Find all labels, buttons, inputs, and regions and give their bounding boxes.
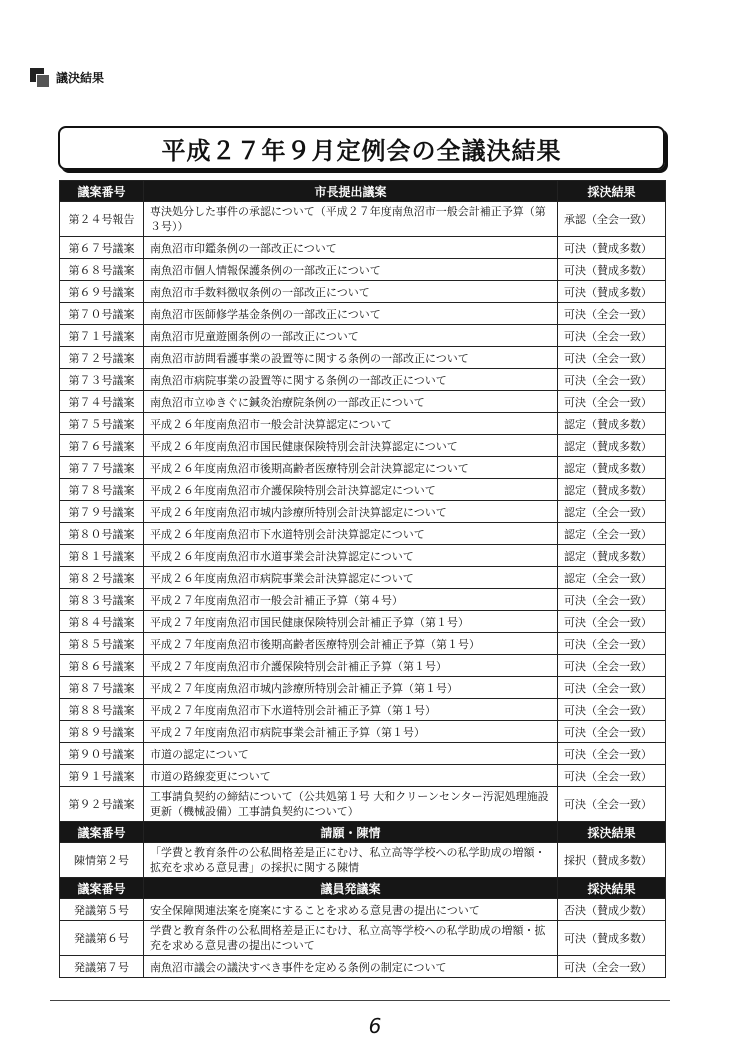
table-row [60,325,666,347]
item-number: 第８７号議案 [60,677,144,699]
table-row [60,611,666,633]
item-number: 第６９号議案 [60,281,144,303]
member-header-row [60,878,666,899]
item-number: 第９１号議案 [60,765,144,787]
item-title: 市道の認定について [144,743,558,765]
footer-rule [50,1000,670,1001]
item-result: 可決（全会一致） [558,743,666,765]
item-result: 可決（全会一致） [558,655,666,677]
table-row [60,721,666,743]
item-number: 第６８号議案 [60,259,144,281]
table-row [60,303,666,325]
item-result: 承認（全会一致） [558,202,666,237]
petition-header-result: 採決結果 [558,822,666,843]
table-row [60,391,666,413]
item-result: 認定（賛成多数） [558,435,666,457]
member-header-title: 議員発議案 [144,878,558,899]
table-row [60,435,666,457]
mayor-header-number: 議案番号 [60,181,144,202]
item-result: 可決（全会一致） [558,699,666,721]
item-title: 南魚沼市医師修学基金条例の一部改正について [144,303,558,325]
item-result: 可決（賛成多数） [558,237,666,259]
item-result: 認定（賛成多数） [558,457,666,479]
results-table [59,180,666,978]
item-number: 第２４号報告 [60,202,144,237]
table-row [60,413,666,435]
item-number: 第８５号議案 [60,633,144,655]
item-result: 可決（全会一致） [558,589,666,611]
section-marker [30,68,104,86]
item-title: 南魚沼市立ゆきぐに鍼灸治療院条例の一部改正について [144,391,558,413]
item-title: 平成２６年度南魚沼市城内診療所特別会計決算認定について [144,501,558,523]
item-title: 安全保障関連法案を廃案にすることを求める意見書の提出について [144,899,558,921]
item-result: 可決（全会一致） [558,391,666,413]
item-title: 平成２７年度南魚沼市下水道特別会計補正予算（第１号） [144,699,558,721]
item-number: 第７１号議案 [60,325,144,347]
petition-header-row [60,822,666,843]
table-row [60,202,666,237]
item-number: 第６７号議案 [60,237,144,259]
item-title: 南魚沼市病院事業の設置等に関する条例の一部改正について [144,369,558,391]
item-result: 認定（全会一致） [558,523,666,545]
table-row [60,281,666,303]
table-row [60,545,666,567]
item-title: 南魚沼市手数料徴収条例の一部改正について [144,281,558,303]
item-number: 第９０号議案 [60,743,144,765]
table-row [60,677,666,699]
item-result: 可決（全会一致） [558,956,666,978]
item-title: 平成２６年度南魚沼市国民健康保険特別会計決算認定について [144,435,558,457]
item-result: 可決（全会一致） [558,633,666,655]
item-title: 南魚沼市個人情報保護条例の一部改正について [144,259,558,281]
title-box [58,126,665,170]
item-title: 平成２７年度南魚沼市一般会計補正予算（第４号） [144,589,558,611]
item-title: 平成２７年度南魚沼市城内診療所特別会計補正予算（第１号） [144,677,558,699]
item-result: 可決（全会一致） [558,787,666,822]
item-result: 認定（全会一致） [558,501,666,523]
item-result: 可決（全会一致） [558,677,666,699]
item-result: 認定（全会一致） [558,567,666,589]
item-number: 発議第５号 [60,899,144,921]
table-row [60,259,666,281]
item-number: 発議第６号 [60,921,144,956]
item-result: 可決（全会一致） [558,303,666,325]
item-number: 第８１号議案 [60,545,144,567]
item-result: 可決（全会一致） [558,765,666,787]
item-title: 「学費と教育条件の公私間格差是正にむけ、私立高等学校への私学助成の増額・拡充を求める意見書」の採択に関する陳情 [144,843,558,878]
mayor-header-row [60,181,666,202]
table-row [60,457,666,479]
item-title: 専決処分した事件の承認について（平成２７年度南魚沼市一般会計補正予算（第３号）） [144,202,558,237]
table-row [60,237,666,259]
item-result: 可決（賛成多数） [558,259,666,281]
item-result: 認定（賛成多数） [558,413,666,435]
item-result: 採択（賛成多数） [558,843,666,878]
item-title: 平成２６年度南魚沼市一般会計決算認定について [144,413,558,435]
item-result: 可決（賛成多数） [558,281,666,303]
page-title: 平成２７年９月定例会の全議決結果 [161,136,562,165]
item-number: 第７４号議案 [60,391,144,413]
table-row [60,589,666,611]
item-title: 平成２７年度南魚沼市介護保険特別会計補正予算（第１号） [144,655,558,677]
item-title: 平成２６年度南魚沼市病院事業会計決算認定について [144,567,558,589]
item-title: 南魚沼市印鑑条例の一部改正について [144,237,558,259]
table-row [60,787,666,822]
item-title: 南魚沼市議会の議決すべき事件を定める条例の制定について [144,956,558,978]
item-number: 第８８号議案 [60,699,144,721]
item-number: 第７８号議案 [60,479,144,501]
item-result: 可決（全会一致） [558,369,666,391]
member-header-result: 採決結果 [558,878,666,899]
item-number: 第８４号議案 [60,611,144,633]
item-title: 平成２６年度南魚沼市下水道特別会計決算認定について [144,523,558,545]
mayor-header-title: 市長提出議案 [144,181,558,202]
item-title: 南魚沼市児童遊園条例の一部改正について [144,325,558,347]
item-title: 南魚沼市訪問看護事業の設置等に関する条例の一部改正について [144,347,558,369]
item-number: 第８０号議案 [60,523,144,545]
item-number: 第８２号議案 [60,567,144,589]
item-result: 認定（賛成多数） [558,545,666,567]
table-row [60,633,666,655]
item-title: 工事請負契約の締結について（公共処第１号 大和クリーンセンター汚泥処理施設更新（機械設備）工事請負契約について） [144,787,558,822]
section-marker-icon [30,68,48,86]
item-result: 認定（賛成多数） [558,479,666,501]
table-row [60,523,666,545]
item-number: 陳情第２号 [60,843,144,878]
item-number: 第７２号議案 [60,347,144,369]
table-row [60,567,666,589]
item-number: 第９２号議案 [60,787,144,822]
table-row [60,369,666,391]
item-result: 可決（賛成多数） [558,921,666,956]
item-title: 平成２６年度南魚沼市介護保険特別会計決算認定について [144,479,558,501]
petition-header-number: 議案番号 [60,822,144,843]
table-row [60,501,666,523]
table-row [60,699,666,721]
item-result: 可決（全会一致） [558,721,666,743]
table-row [60,921,666,956]
item-number: 第７５号議案 [60,413,144,435]
item-title: 平成２６年度南魚沼市水道事業会計決算認定について [144,545,558,567]
table-row [60,765,666,787]
item-title: 平成２７年度南魚沼市病院事業会計補正予算（第１号） [144,721,558,743]
item-number: 第７７号議案 [60,457,144,479]
petition-header-title: 請願・陳情 [144,822,558,843]
item-number: 第７０号議案 [60,303,144,325]
table-row [60,956,666,978]
item-title: 学費と教育条件の公私間格差是正にむけ、私立高等学校への私学助成の増額・拡充を求める意見書の提出について [144,921,558,956]
mayor-header-result: 採決結果 [558,181,666,202]
item-number: 第８６号議案 [60,655,144,677]
table-row [60,655,666,677]
item-title: 市道の路線変更について [144,765,558,787]
table-row [60,899,666,921]
section-label: 議決結果 [56,70,105,85]
table-row [60,743,666,765]
item-title: 平成２７年度南魚沼市後期高齢者医療特別会計補正予算（第１号） [144,633,558,655]
table-row [60,843,666,878]
item-result: 可決（全会一致） [558,611,666,633]
item-number: 第７３号議案 [60,369,144,391]
table-row [60,479,666,501]
item-number: 第８９号議案 [60,721,144,743]
page-number: 6 [368,1014,382,1038]
item-result: 可決（全会一致） [558,347,666,369]
item-title: 平成２７年度南魚沼市国民健康保険特別会計補正予算（第１号） [144,611,558,633]
member-header-number: 議案番号 [60,878,144,899]
item-number: 第７６号議案 [60,435,144,457]
table-row [60,347,666,369]
item-number: 第７９号議案 [60,501,144,523]
item-number: 第８３号議案 [60,589,144,611]
item-result: 否決（賛成少数） [558,899,666,921]
item-number: 発議第７号 [60,956,144,978]
item-result: 可決（全会一致） [558,325,666,347]
item-title: 平成２６年度南魚沼市後期高齢者医療特別会計決算認定について [144,457,558,479]
